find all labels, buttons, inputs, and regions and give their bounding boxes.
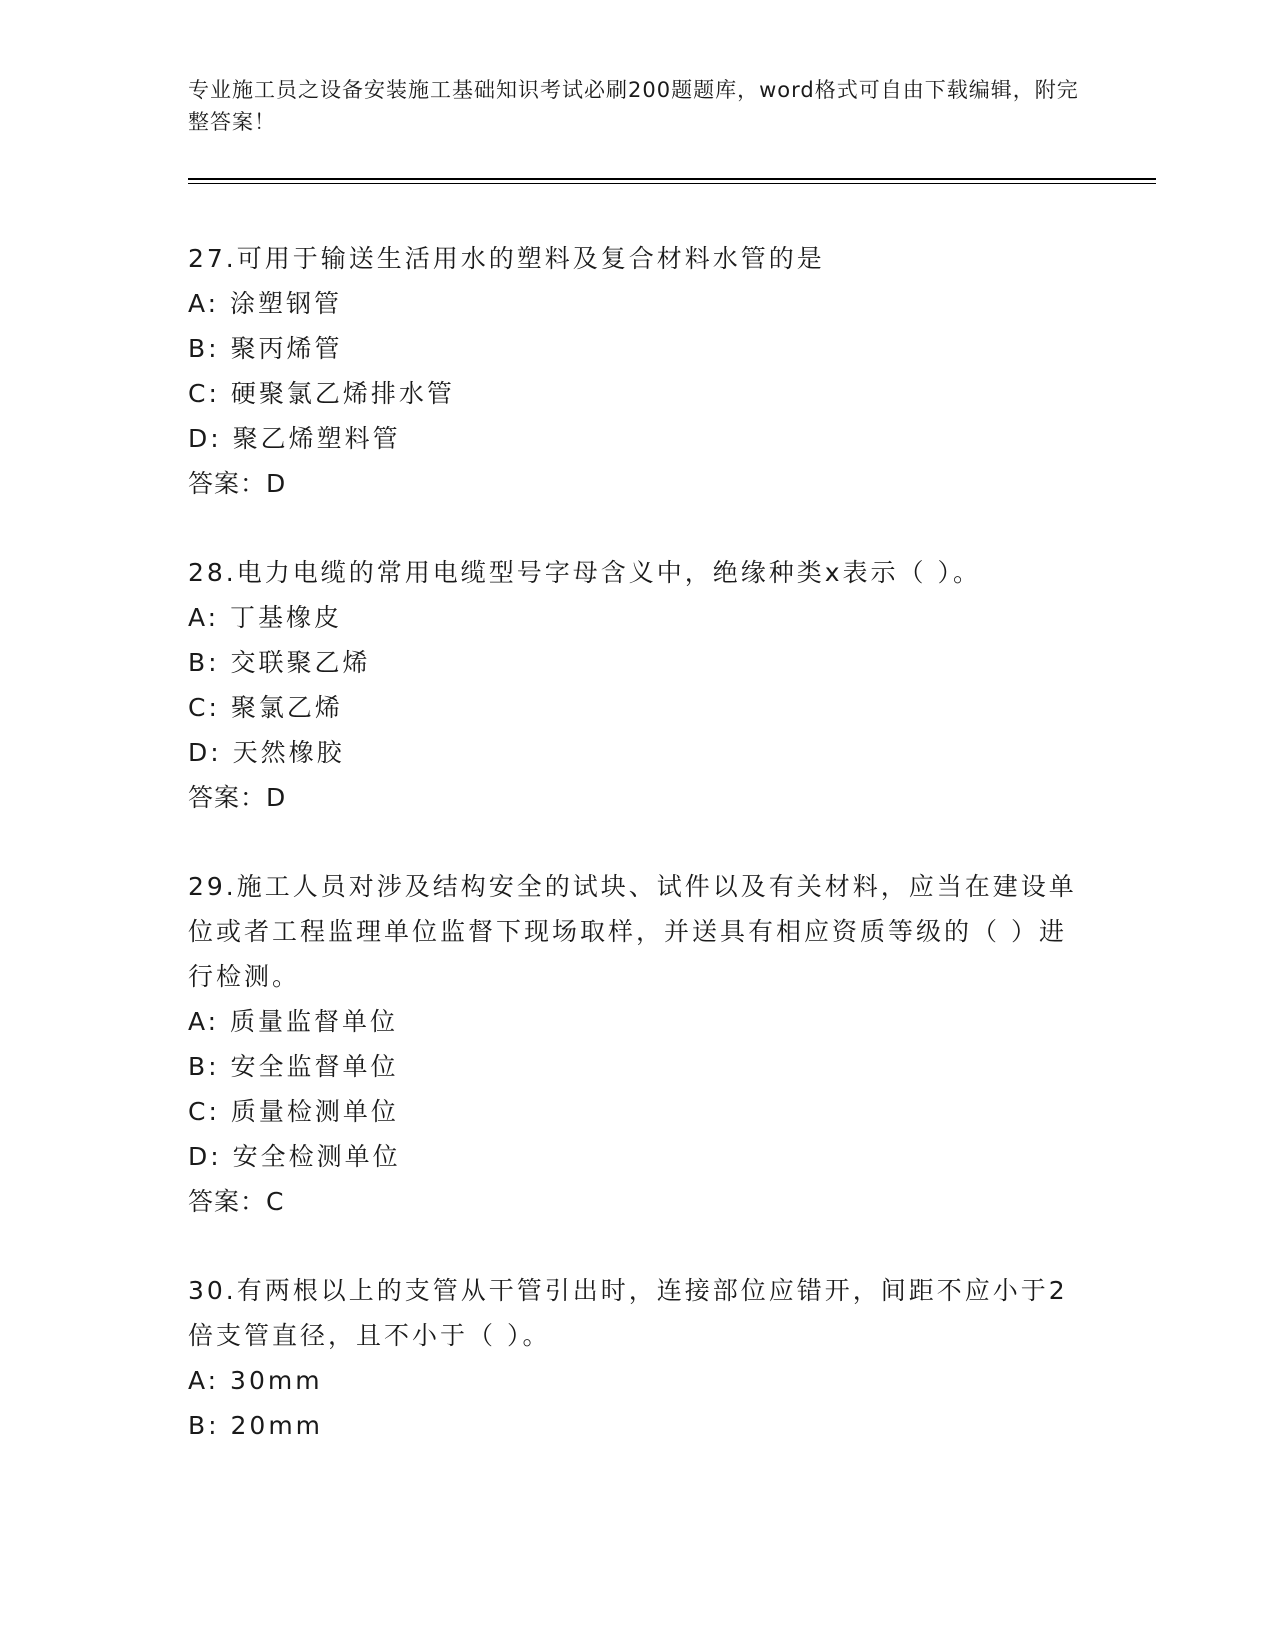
question-30	[188, 1268, 1088, 1448]
option-d: D: 天然橡胶	[188, 738, 345, 767]
question-text: 27.可用于输送生活用水的塑料及复合材料水管的是	[188, 244, 825, 273]
option-a: A: 30mm	[188, 1366, 323, 1395]
option-b: B: 交联聚乙烯	[188, 648, 371, 677]
question-text: 29.施工人员对涉及结构安全的试块、试件以及有关材料，应当在建设单位或者工程监理单位监督下现场取样，并送具有相应资质等级的（ ）进行检测。	[188, 872, 1077, 991]
question-text: 28.电力电缆的常用电缆型号字母含义中，绝缘种类x表示（ ）。	[188, 558, 982, 587]
answer: 答案：D	[188, 783, 287, 812]
document-header: 专业施工员之设备安装施工基础知识考试必刷200题题库，word格式可自由下载编辑，附完整答案！	[188, 78, 1079, 134]
question-27	[188, 236, 1088, 506]
option-c: C: 聚氯乙烯	[188, 693, 343, 722]
option-b: B: 安全监督单位	[188, 1052, 399, 1081]
header-rule-thin	[188, 183, 1156, 184]
option-a: A: 丁基橡皮	[188, 603, 343, 632]
option-c: C: 硬聚氯乙烯排水管	[188, 379, 455, 408]
question-list	[188, 236, 1088, 1492]
question-28	[188, 550, 1088, 820]
option-b: B: 聚丙烯管	[188, 334, 343, 363]
option-a: A: 涂塑钢管	[188, 289, 343, 318]
option-a: A: 质量监督单位	[188, 1007, 399, 1036]
question-29	[188, 864, 1088, 1224]
header-rule-thick	[188, 178, 1156, 180]
option-b: B: 20mm	[188, 1411, 324, 1440]
option-c: C: 质量检测单位	[188, 1097, 399, 1126]
answer: 答案：D	[188, 469, 287, 498]
option-d: D: 聚乙烯塑料管	[188, 424, 401, 453]
answer: 答案：C	[188, 1187, 285, 1216]
option-d: D: 安全检测单位	[188, 1142, 401, 1171]
question-text: 30.有两根以上的支管从干管引出时，连接部位应错开，间距不应小于2倍支管直径，且不小于（ ）。	[188, 1276, 1068, 1350]
